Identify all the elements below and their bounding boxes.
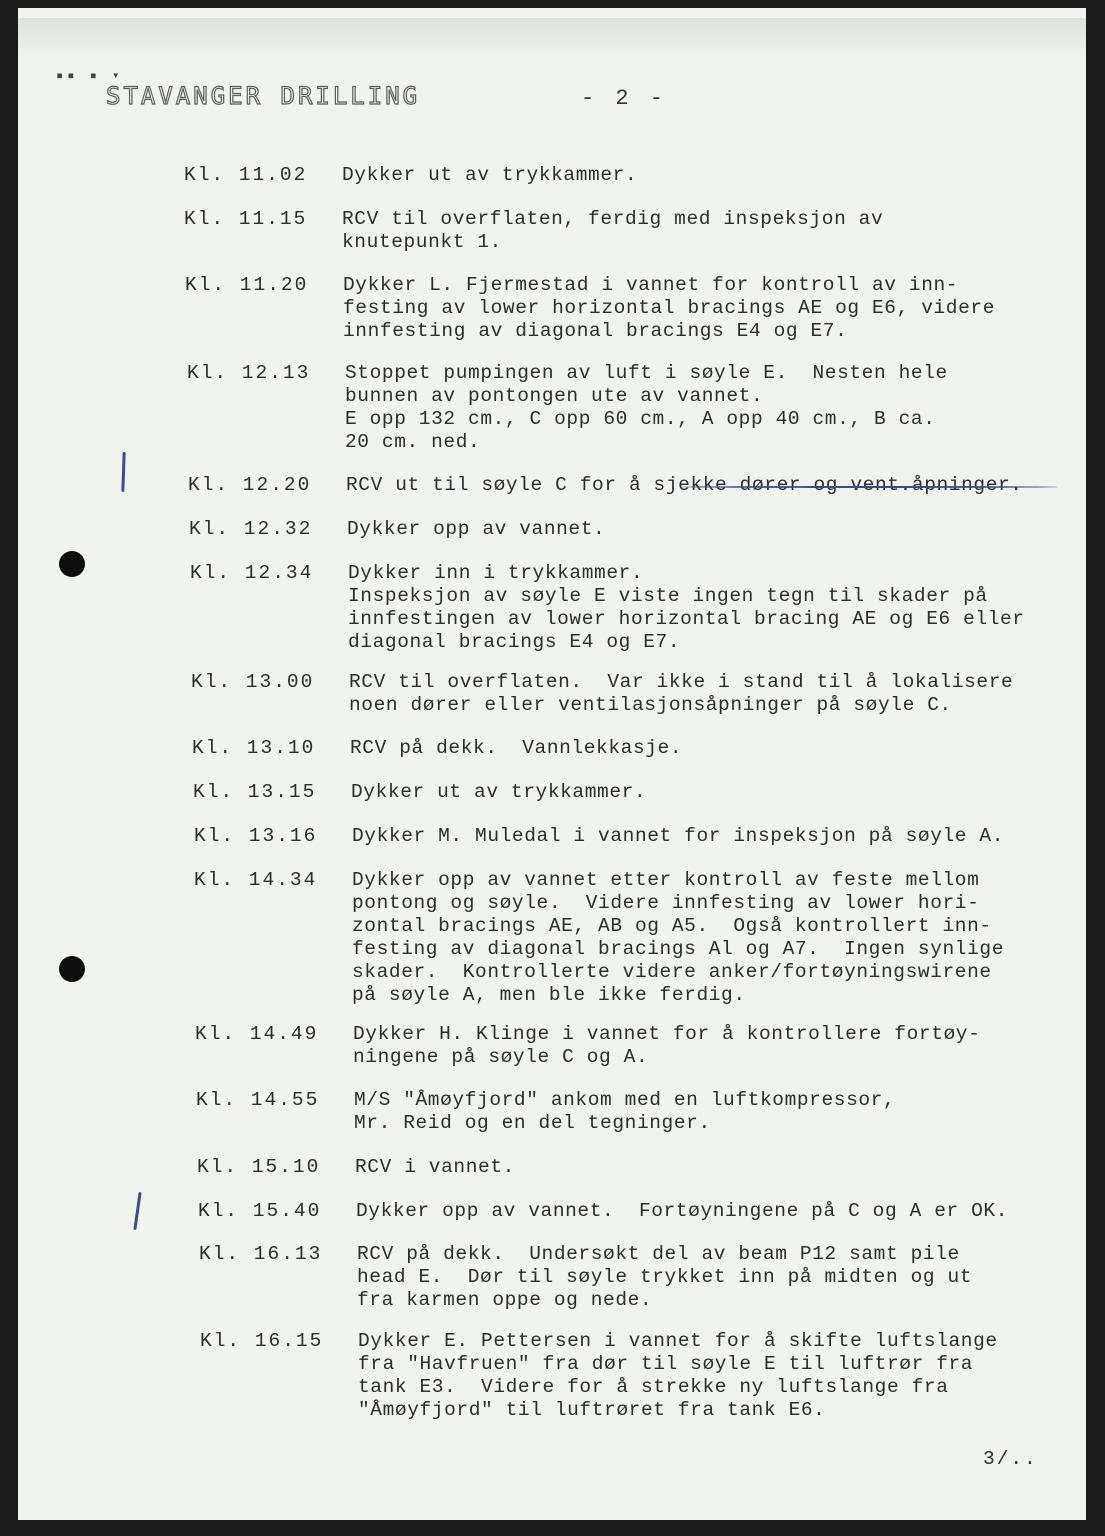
entry-line: knutepunkt 1.: [342, 231, 502, 253]
punch-hole-bottom: [59, 956, 85, 982]
entry-time: Kl. 12.13: [187, 362, 311, 384]
handwritten-underline: [680, 486, 1058, 488]
entry-time: Kl. 14.34: [194, 869, 318, 891]
header-specks: ▪▪ ▪ ▾: [56, 68, 124, 82]
document-page: [18, 8, 1086, 1520]
entry-line: Dykker H. Klinge i vannet for å kontrollere fortøy-: [353, 1023, 981, 1045]
entry-line: ningene på søyle C og A.: [353, 1046, 649, 1068]
entry-text: [352, 869, 1004, 1007]
entry-line: head E. Dør til søyle trykket inn på midten og ut: [357, 1266, 973, 1288]
page-number: - 2 -: [581, 86, 668, 111]
entry-line: RCV ut til søyle C for å sjekke dører og vent.åpninger.: [346, 474, 1023, 496]
entry-text: [358, 1330, 998, 1422]
entry-line: "Åmøyfjord" til luftrøret fra tank E6.: [358, 1399, 826, 1421]
continuation-marker: 3/..: [983, 1448, 1038, 1470]
entry-line: E opp 132 cm., C opp 60 cm., A opp 40 cm., B ca.: [345, 408, 936, 430]
entry-line: skader. Kontrollerte videre anker/fortøyningswirene: [352, 961, 992, 983]
entry-line: zontal bracings AE, AB og A5. Også kontrollert inn-: [352, 915, 992, 937]
entry-time: Kl. 13.10: [192, 737, 316, 759]
entry-line: RCV i vannet.: [355, 1156, 515, 1178]
company-logo: STAVANGER DRILLING: [106, 82, 421, 110]
entry-time: Kl. 13.00: [191, 671, 315, 693]
entry-text: [347, 518, 605, 541]
entry-line: festing av diagonal bracings Al og A7. Ingen synlige: [352, 938, 1005, 960]
entry-line: bunnen av pontongen ute av vannet.: [345, 385, 764, 407]
entry-line: RCV på dekk. Undersøkt del av beam P12 samt pile: [357, 1243, 960, 1265]
entry-line: noen dører eller ventilasjonsåpninger på søyle C.: [349, 694, 952, 716]
entry-time: Kl. 16.15: [200, 1330, 324, 1352]
entry-time: Kl. 12.32: [189, 518, 313, 540]
entry-time: Kl. 14.55: [196, 1089, 320, 1111]
entry-line: fra karmen oppe og nede.: [357, 1289, 653, 1311]
entry-text: [345, 362, 948, 454]
entry-time: Kl. 15.40: [198, 1200, 322, 1222]
entry-text: [352, 825, 1004, 848]
entry-text: [343, 274, 995, 343]
entry-time: Kl. 16.13: [199, 1243, 323, 1265]
entry-line: innfesting av diagonal bracings E4 og E7.: [343, 320, 848, 342]
entry-time: Kl. 12.20: [188, 474, 312, 496]
entry-line: 20 cm. ned.: [345, 431, 481, 453]
entry-line: Dykker inn i trykkammer.: [348, 562, 644, 584]
entry-line: Dykker opp av vannet etter kontroll av feste mellom: [352, 869, 980, 891]
punch-hole-top: [59, 551, 85, 577]
entry-line: RCV til overflaten, ferdig med inspeksjon av: [342, 208, 884, 230]
entry-time: Kl. 11.02: [184, 164, 308, 186]
entry-text: [357, 1243, 972, 1312]
entry-line: pontong og søyle. Videre innfesting av lower hori-: [352, 892, 980, 914]
entry-line: Mr. Reid og en del tegninger.: [354, 1112, 711, 1134]
entry-text: [349, 671, 1013, 717]
entry-time: Kl. 14.49: [195, 1023, 319, 1045]
entry-time: Kl. 13.15: [193, 781, 317, 803]
entry-line: Dykker L. Fjermestad i vannet for kontroll av inn-: [343, 274, 959, 296]
entry-text: [348, 562, 1025, 654]
entry-line: RCV til overflaten. Var ikke i stand til å lokalisere: [349, 671, 1014, 693]
entry-time: Kl. 12.34: [190, 562, 314, 584]
entry-text: [356, 1200, 1008, 1223]
entry-time: Kl. 15.10: [197, 1156, 321, 1178]
entry-text: [354, 1089, 895, 1135]
entry-line: Dykker opp av vannet.: [347, 518, 606, 540]
entry-line: innfestingen av lower horizontal bracing AE og E6 eller: [348, 608, 1025, 630]
entry-line: Dykker M. Muledal i vannet for inspeksjon på søyle A.: [352, 825, 1005, 847]
entry-line: Inspeksjon av søyle E viste ingen tegn til skader på: [348, 585, 988, 607]
entry-text: [351, 781, 646, 804]
entry-line: Dykker opp av vannet. Fortøyningene på C og A er OK.: [356, 1200, 1009, 1222]
entry-line: tank E3. Videre for å strekke ny luftslange fra: [358, 1376, 949, 1398]
entry-line: Dykker ut av trykkammer.: [351, 781, 647, 803]
entry-line: Dykker E. Pettersen i vannet for å skifte luftslange: [358, 1330, 998, 1352]
entry-line: fra "Havfruen" fra dør til søyle E til luftrør fra: [358, 1353, 974, 1375]
entry-line: Dykker ut av trykkammer.: [342, 164, 638, 186]
entry-text: [350, 737, 682, 760]
entry-line: M/S "Åmøyfjord" ankom med en luftkompressor,: [354, 1089, 896, 1111]
entry-text: [355, 1156, 515, 1179]
entry-line: Stoppet pumpingen av luft i søyle E. Nesten hele: [345, 362, 948, 384]
entry-line: festing av lower horizontal bracings AE og E6, videre: [343, 297, 996, 319]
entry-line: diagonal bracings E4 og E7.: [348, 631, 681, 653]
entry-text: [353, 1023, 980, 1069]
entry-text: [342, 164, 637, 187]
entry-time: Kl. 11.15: [184, 208, 308, 230]
entry-line: RCV på dekk. Vannlekkasje.: [350, 737, 683, 759]
entry-time: Kl. 13.16: [194, 825, 318, 847]
entry-line: på søyle A, men ble ikke ferdig.: [352, 984, 746, 1006]
entry-time: Kl. 11.20: [185, 274, 309, 296]
scan-smudge: [18, 18, 1086, 58]
entry-text: [342, 208, 883, 254]
